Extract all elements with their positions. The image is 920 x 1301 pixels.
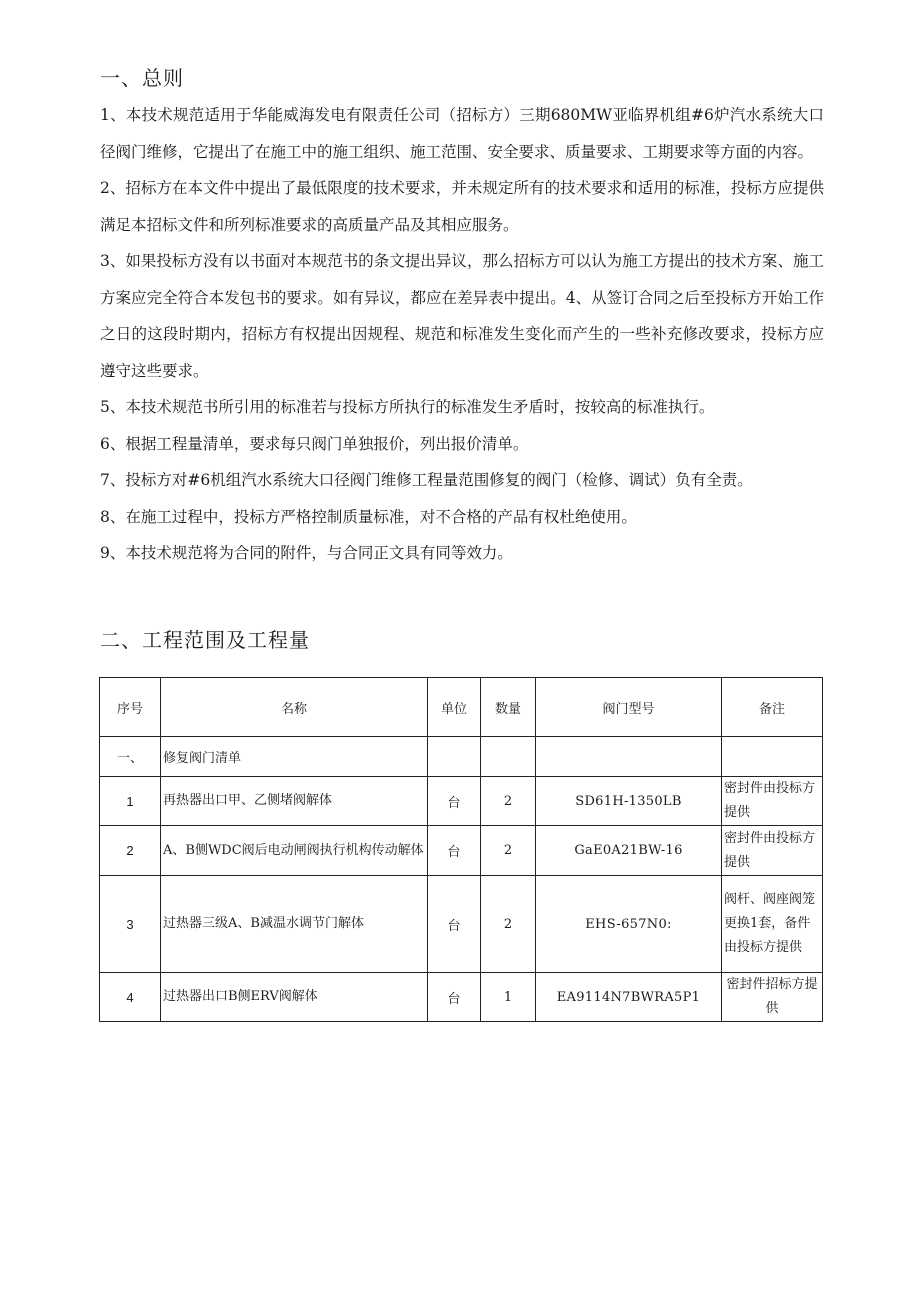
row-qty: 1 [481, 973, 536, 1022]
row-model: SD61H-1350LB [536, 777, 722, 826]
row-name: 过热器出口B侧ERV阀解体 [161, 973, 428, 1022]
scope-table [99, 677, 823, 1022]
row-unit: 台 [428, 973, 481, 1022]
row-qty: 2 [481, 777, 536, 826]
clause-7: 7、投标方对#6机组汽水系统大口径阀门维修工程量范围修复的阀门（检修、调试）负有全责。 [100, 471, 753, 489]
table-group-row [100, 737, 823, 777]
clause-2: 2、招标方在本文件中提出了最低限度的技术要求，并未规定所有的技术要求和适用的标准，投标方应提供满足本招标文件和所列标准要求的高质量产品及其相应服务。 [100, 179, 824, 234]
row-name: 再热器出口甲、乙侧堵阀解体 [161, 777, 428, 826]
clause-5: 5、本技术规范书所引用的标准若与投标方所执行的标准发生矛盾时，按较高的标准执行。 [100, 398, 715, 416]
row-no: 4 [100, 973, 161, 1022]
row-name: A、B侧WDC阀后电动闸阀执行机构传动解体 [161, 826, 428, 876]
header-index: 序号 [100, 678, 161, 737]
row-name: 过热器三级A、B减温水调节门解体 [161, 876, 428, 973]
row-unit: 台 [428, 777, 481, 826]
clause-1: 1、本技术规范适用于华能威海发电有限责任公司（招标方）三期680MW亚临界机组#6炉汽水系统大口径阀门维修，它提出了在施工中的施工组织、施工范围、安全要求、质量要求、工期要求等方面的内容。 [100, 106, 824, 161]
group-index: 一、 [100, 737, 161, 777]
row-qty: 2 [481, 826, 536, 876]
row-note: 阀杆、阀座阀笼更换1套，备件由投标方提供 [722, 876, 823, 973]
clause-6: 6、根据工程量清单，要求每只阀门单独报价，列出报价清单。 [100, 434, 529, 453]
row-note: 密封件招标方提供 [722, 973, 823, 1022]
group-name: 修复阀门清单 [161, 737, 428, 777]
clause-8: 8、在施工过程中，投标方严格控制质量标准，对不合格的产品有权杜绝使用。 [100, 507, 637, 526]
header-name: 名称 [161, 678, 428, 737]
row-unit: 台 [428, 826, 481, 876]
table-row [100, 973, 823, 1022]
table-row [100, 876, 823, 973]
section-2-title: 二、工程范围及工程量 [100, 628, 310, 652]
clause-3-4: 3、如果投标方没有以书面对本规范书的条文提出异议，那么招标方可以认为施工方提出的技术方案、施工方案应完全符合本发包书的要求。如有异议，都应在差异表中提出。4、从签订合同之后至投标方开始工作之日的这段时期内，招标方有权提出因规程、规范和标准发生变化而产生的一些补充修改要求，投标方应遵守这些要求。 [100, 252, 824, 380]
header-note: 备注 [722, 678, 823, 737]
row-no: 1 [100, 777, 161, 826]
row-model: EHS-657N0: [536, 876, 722, 973]
row-qty: 2 [481, 876, 536, 973]
row-note: 密封件由投标方提供 [722, 777, 823, 826]
row-model: GaE0A21BW-16 [536, 826, 722, 876]
table-row [100, 826, 823, 876]
row-note: 密封件由投标方提供 [722, 826, 823, 876]
row-unit: 台 [428, 876, 481, 973]
row-no: 3 [100, 876, 161, 973]
row-model: EA9114N7BWRA5P1 [536, 973, 722, 1022]
table-header-row [100, 678, 823, 737]
header-qty: 数量 [481, 678, 536, 737]
header-unit: 单位 [428, 678, 481, 737]
section-1-body [100, 97, 824, 572]
row-no: 2 [100, 826, 161, 876]
clause-9: 9、本技术规范将为合同的附件，与合同正文具有同等效力。 [100, 544, 513, 562]
table-row [100, 777, 823, 826]
header-model: 阀门型号 [536, 678, 722, 737]
section-1-title: 一、总则 [100, 66, 184, 90]
